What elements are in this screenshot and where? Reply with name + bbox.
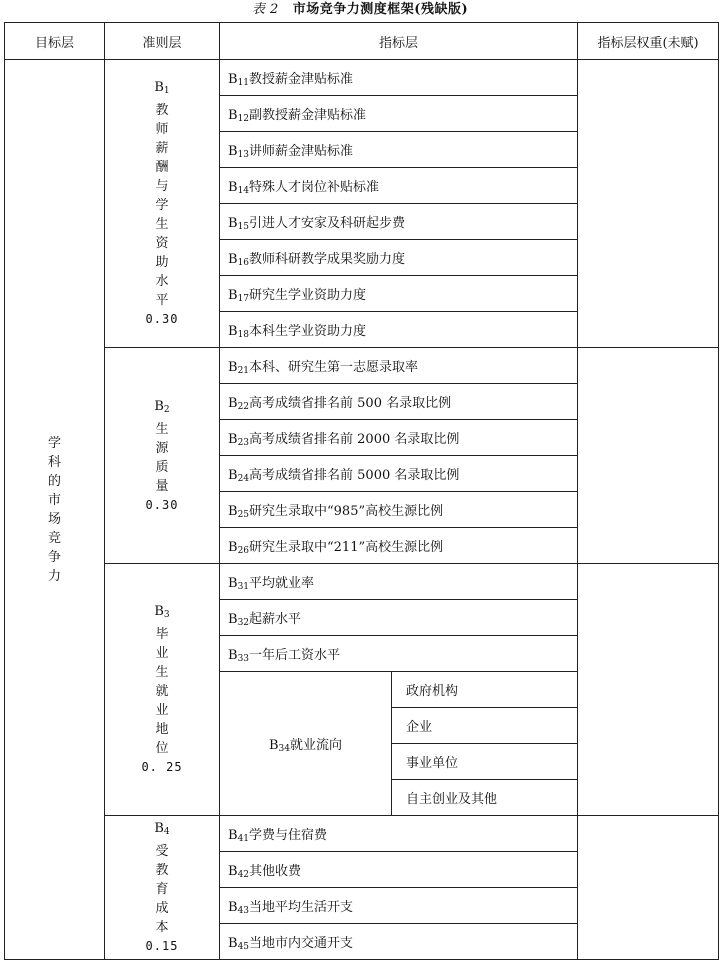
goal-cell xyxy=(5,60,105,960)
indicator-text: 本科、研究生第一志愿录取率 xyxy=(249,359,419,375)
indicator-cell xyxy=(220,528,578,564)
indicator-cell xyxy=(220,384,578,420)
indicator-code: $B_{34}$ xyxy=(268,737,290,754)
criterion-block xyxy=(105,819,219,956)
header-weight: 指标层权重(未赋) xyxy=(578,23,719,60)
indicator-code-subscript: 4 xyxy=(163,827,170,837)
criterion-weight: 0. 25 xyxy=(141,760,183,774)
indicator-text: 研究生学业资助力度 xyxy=(249,287,367,303)
indicator-code: $B_{18}$ xyxy=(228,323,250,340)
criterion-weight: 0.15 xyxy=(145,939,179,953)
indicator-cell xyxy=(220,240,578,276)
group-indicator-text: 就业流向 xyxy=(290,737,343,753)
indicator-cell xyxy=(220,312,578,348)
criterion-label: 教师薪酬与学生资助水平 xyxy=(155,103,169,308)
indicator-code: $B_{24}$ xyxy=(228,467,250,484)
indicator-code-subscript: 23 xyxy=(237,437,250,448)
indicator-text: 教授薪金津贴标准 xyxy=(249,71,354,87)
indicator-code: $B_{14}$ xyxy=(228,179,250,196)
indicator-cell xyxy=(220,420,578,456)
indicator-code-subscript: 13 xyxy=(237,149,250,160)
goal-label: 学科的市场竞争力 xyxy=(47,435,61,584)
indicator-code: $B_{41}$ xyxy=(228,827,250,844)
indicator-code-subscript: 12 xyxy=(237,113,250,124)
indicator-cell xyxy=(220,564,578,600)
indicator-code-subscript: 42 xyxy=(237,869,250,880)
indicator-code: $B_{31}$ xyxy=(228,575,250,592)
indicator-code-subscript: 25 xyxy=(237,509,250,520)
indicator-text: 当地平均生活开支 xyxy=(249,899,354,915)
indicator-code-subscript: 3 xyxy=(163,610,170,620)
indicator-cell xyxy=(220,276,578,312)
indicator-cell xyxy=(220,492,578,528)
indicator-code-subscript: 14 xyxy=(237,185,250,196)
criterion-block xyxy=(105,602,219,777)
indicator-cell xyxy=(220,852,578,888)
header-indicator: 指标层 xyxy=(220,23,578,60)
indicator-code-subscript: 1 xyxy=(163,86,170,96)
indicator-text: 教师科研教学成果奖励力度 xyxy=(249,251,406,267)
indicator-code: $B_{32}$ xyxy=(228,611,250,628)
indicator-code: $B_{23}$ xyxy=(228,431,250,448)
indicator-code-subscript: 43 xyxy=(237,905,250,916)
indicator-code: $B_{42}$ xyxy=(228,863,250,880)
indicator-code-subscript: 34 xyxy=(278,743,290,754)
indicator-text: 高考成绩省排名前 500 名录取比例 xyxy=(249,395,452,411)
indicator-text: 高考成绩省排名前 5000 名录取比例 xyxy=(249,467,460,483)
indicator-cell xyxy=(220,168,578,204)
indicator-code-subscript: 26 xyxy=(237,545,250,556)
criterion-cell xyxy=(105,60,220,348)
indicator-text: 学费与住宿费 xyxy=(249,827,328,843)
indicator-cell xyxy=(220,636,578,672)
indicator-cell xyxy=(220,348,578,384)
table-row xyxy=(5,60,719,96)
indicator-text: 特殊人才岗位补贴标准 xyxy=(249,179,380,195)
indicator-code: $B_{22}$ xyxy=(228,395,250,412)
weight-cell xyxy=(578,816,719,960)
criterion-block xyxy=(105,397,219,515)
criterion-weight: 0.30 xyxy=(145,312,179,326)
indicator-code-subscript: 2 xyxy=(163,404,170,415)
criterion-code: $B_2$ xyxy=(154,398,170,415)
indicator-text: 本科生学业资助力度 xyxy=(249,323,367,339)
indicator-cell xyxy=(220,888,578,924)
header-goal: 目标层 xyxy=(5,23,105,60)
criterion-label: 受教育成本 xyxy=(155,844,169,935)
criterion-weight: 0.30 xyxy=(145,497,179,512)
criterion-code: $B_1$ xyxy=(154,80,170,96)
indicator-code-subscript: 16 xyxy=(237,257,250,268)
sub-indicator-cell: 事业单位 xyxy=(392,744,578,780)
indicator-code: $B_{15}$ xyxy=(228,215,250,232)
indicator-text: 当地市内交通开支 xyxy=(249,935,354,951)
indicator-cell xyxy=(220,456,578,492)
indicator-code-subscript: 11 xyxy=(237,77,250,88)
indicator-code: $B_{17}$ xyxy=(228,287,250,304)
indicator-cell xyxy=(220,924,578,960)
weight-cell xyxy=(578,348,719,564)
group-indicator-cell xyxy=(220,672,392,816)
criterion-cell xyxy=(105,564,220,816)
sub-indicator-cell: 自主创业及其他 xyxy=(392,780,578,816)
criterion-code: $B_4$ xyxy=(154,821,170,837)
indicator-cell xyxy=(220,60,578,96)
table-row xyxy=(5,348,719,384)
indicator-code-subscript: 17 xyxy=(237,293,250,304)
table-row xyxy=(5,564,719,600)
indicator-code: $B_{45}$ xyxy=(228,935,250,952)
indicator-text: 起薪水平 xyxy=(249,611,302,627)
indicator-code: $B_{25}$ xyxy=(228,503,250,520)
indicator-code: $B_{21}$ xyxy=(228,359,250,376)
indicator-code: $B_{11}$ xyxy=(228,71,250,88)
criterion-cell xyxy=(105,816,220,960)
indicator-text: 研究生录取中“985”高校生源比例 xyxy=(249,503,444,519)
criterion-cell xyxy=(105,348,220,564)
indicator-cell xyxy=(220,600,578,636)
indicator-text: 副教授薪金津贴标准 xyxy=(249,107,367,123)
framework-table xyxy=(4,22,719,960)
indicator-code-subscript: 21 xyxy=(237,365,250,376)
indicator-code-subscript: 45 xyxy=(237,941,250,952)
weight-cell xyxy=(578,564,719,816)
indicator-code: $B_{16}$ xyxy=(228,251,250,268)
indicator-code-subscript: 24 xyxy=(237,473,250,484)
table-row xyxy=(5,816,719,852)
indicator-code-subscript: 33 xyxy=(237,653,250,664)
indicator-text: 其他收费 xyxy=(249,863,302,879)
sub-indicator-cell: 政府机构 xyxy=(392,672,578,708)
indicator-text: 讲师薪金津贴标准 xyxy=(249,143,354,159)
indicator-code-subscript: 32 xyxy=(237,617,250,628)
sub-indicator-cell: 企业 xyxy=(392,708,578,744)
indicator-text: 平均就业率 xyxy=(249,575,315,591)
indicator-code-subscript: 41 xyxy=(237,833,250,844)
header-row xyxy=(5,23,719,60)
indicator-text: 引进人才安家及科研起步费 xyxy=(249,215,406,231)
indicator-text: 一年后工资水平 xyxy=(249,647,341,663)
indicator-code-subscript: 31 xyxy=(237,581,250,592)
criterion-code: $B_3$ xyxy=(154,604,170,620)
weight-cell xyxy=(578,60,719,348)
indicator-code: $B_{33}$ xyxy=(228,647,250,664)
indicator-text: 高考成绩省排名前 2000 名录取比例 xyxy=(249,431,460,447)
table-number: 表 2 xyxy=(251,2,279,17)
table-body xyxy=(5,60,719,960)
table-caption xyxy=(0,0,720,22)
indicator-cell xyxy=(220,96,578,132)
table-title: 市场竞争力测度框架(残缺版) xyxy=(292,2,469,17)
indicator-cell xyxy=(220,816,578,852)
indicator-cell xyxy=(220,204,578,240)
indicator-code-subscript: 15 xyxy=(237,221,250,232)
indicator-code: $B_{12}$ xyxy=(228,107,250,124)
indicator-code-subscript: 22 xyxy=(237,401,250,412)
header-criterion: 准则层 xyxy=(105,23,220,60)
criterion-label: 生源质量 xyxy=(155,421,169,494)
criterion-label: 毕业生就业地位 xyxy=(155,627,169,756)
indicator-code: $B_{13}$ xyxy=(228,143,250,160)
indicator-code: $B_{26}$ xyxy=(228,539,250,556)
indicator-code-subscript: 18 xyxy=(237,329,250,340)
criterion-block xyxy=(105,78,219,329)
indicator-code: $B_{43}$ xyxy=(228,899,250,916)
indicator-cell xyxy=(220,132,578,168)
indicator-text: 研究生录取中“211”高校生源比例 xyxy=(249,539,444,555)
